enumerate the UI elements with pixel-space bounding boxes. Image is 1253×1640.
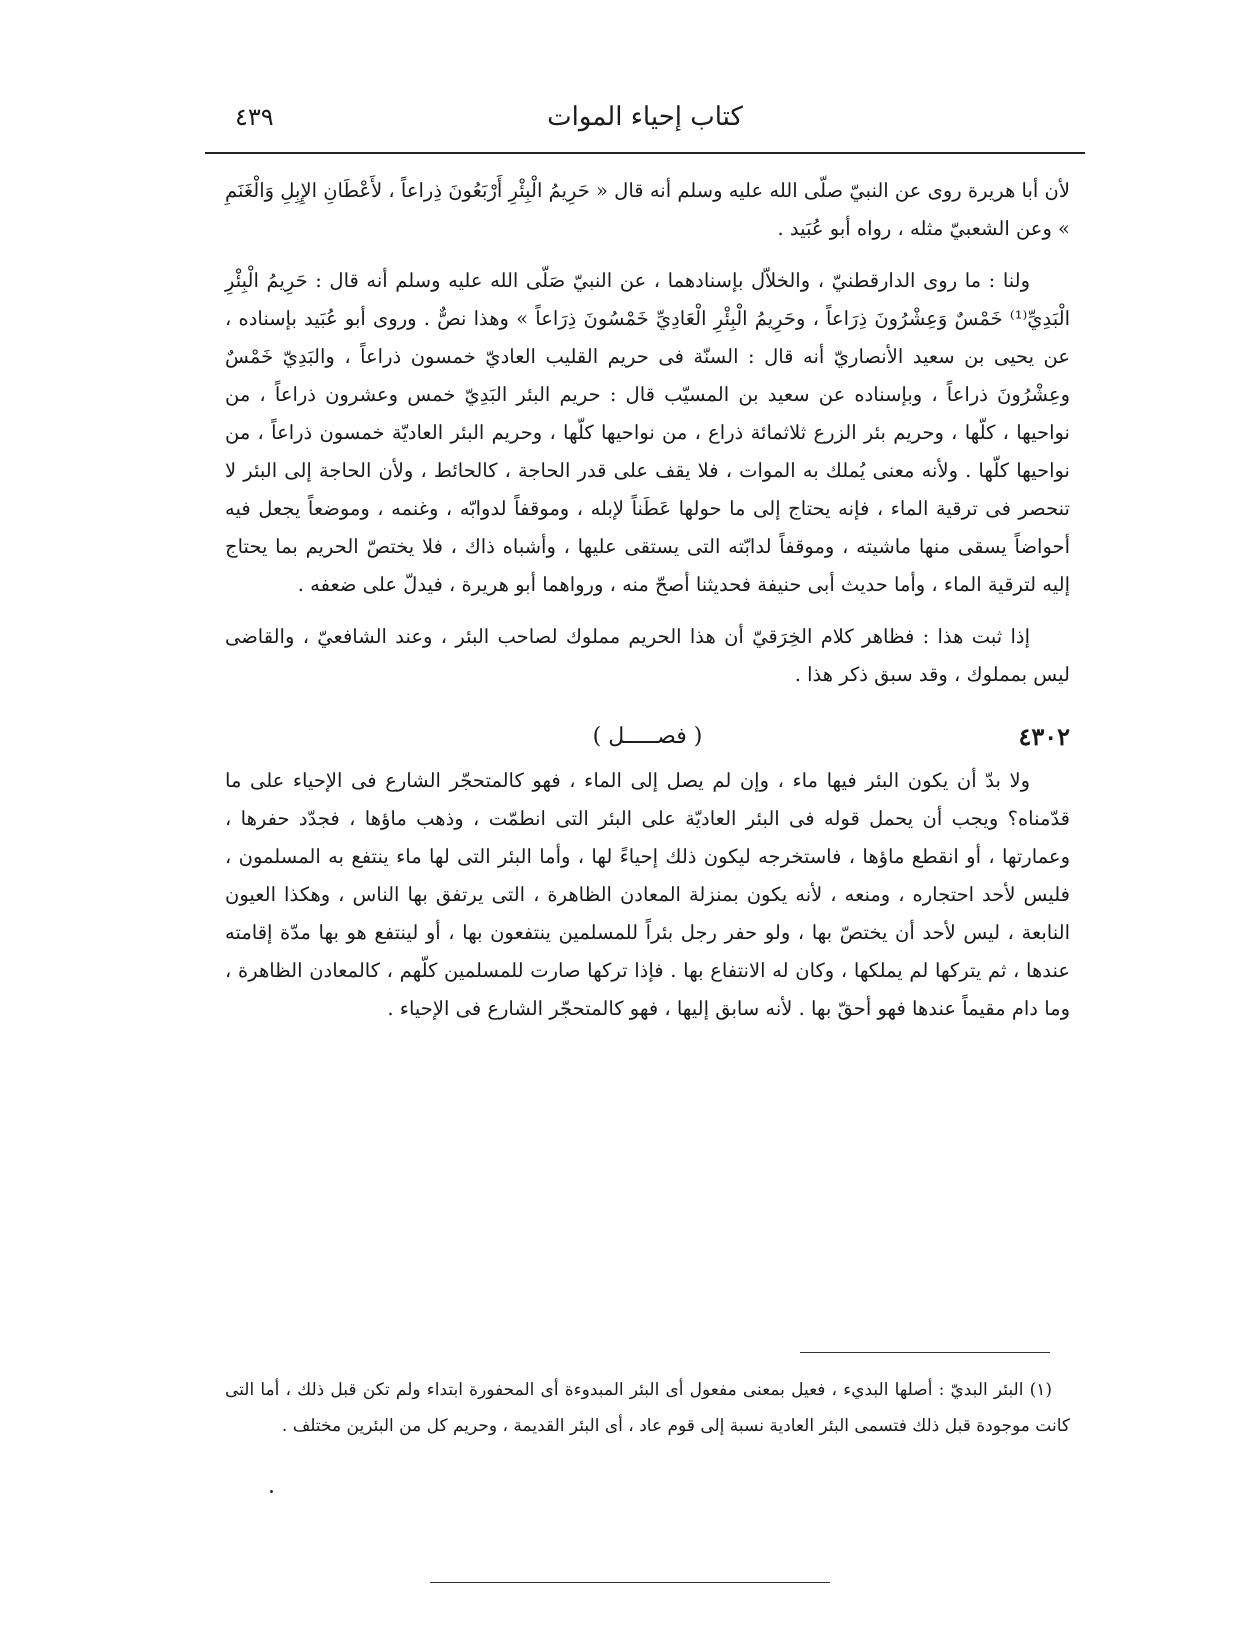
main-text — [225, 172, 1070, 1042]
footnote — [225, 1372, 1070, 1444]
footnote-rule — [800, 1352, 1050, 1353]
section-title: ( فصـــــل ) — [592, 724, 703, 749]
bottom-rule — [430, 1582, 830, 1583]
paragraph: ولا بدّ أن يكون البئر فيها ماء ، وإن لم يصل إلى الماء ، فهو كالمتحجّر الشارع فى الإحياء على ما قدّمناه؟ ويجب أن يحمل قوله فى البئر العاديّة على البئر التى انطمّت ، وذهب ماؤها ، فجدّد حفرها ، وعمارتها ، أو انقطع ماؤها ، فاستخرجه ليكون ذلك إحياءً لها ، وأما البئر التى لها ماء ينتفع به المسلمون ، فليس لأحد احتجاره ، ومنعه ، لأنه يكون بمنزلة المعادن الظاهرة ، التى يرتفق بها الناس ، وهكذا العيون النابعة ، ليس لأحد أن يختصّ بها ، ولو حفر رجل بئراً للمسلمين ينتفعون بها ، أو لينتفع هو بها مدّة إقامته عندها ، ثم يتركها لم يملكها ، وكان له الانتفاع بها . فإذا تركها صارت للمسلمين كلّهم ، كالمعادن الظاهرة ، وما دام مقيماً عندها فهو أحقّ بها . لأنه سابق إليها ، فهو كالمتحجّر الشارع فى الإحياء . — [225, 769, 1070, 1020]
section-heading — [225, 714, 1070, 760]
header-rule — [205, 152, 1085, 154]
footnote-text: (١) البئر البديّ : أصلها البديء ، فعيل بمعنى مفعول أى البئر المبدوءة أى المحفورة ابتداء ولم تكن قبل ذلك ، أما التى كانت موجودة قبل ذلك فتسمى البئر العادية نسبة إلى قوم عاد ، أى البئر القديمة ، وحريم كل من البئرين مختلف . — [225, 1380, 1070, 1436]
stray-mark — [270, 1490, 273, 1493]
page-number: ٤٣٩ — [235, 103, 274, 131]
section-number: ٤٣٠٢ — [1018, 722, 1070, 751]
paragraph: لأن أبا هريرة روى عن النبيّ صلّى الله عليه وسلم أنه قال « حَرِيمُ الْبِئْرِ أَرْبَعُونَ ذِراعاً ، لأَعْطَانِ الإِبِلِ وَالْغَنَمِ » وعن الشعبيّ مثله ، رواه أبو عُبَيد . — [225, 179, 1070, 240]
page-header — [205, 92, 1085, 142]
running-title: كتاب إحياء الموات — [547, 102, 743, 132]
paragraph: إذا ثبت هذا : فظاهر كلام الخِرَقيّ أن هذا الحريم مملوك لصاحب البئر ، وعند الشافعيّ ، والقاضى ليس بمملوك ، وقد سبق ذكر هذا . — [225, 625, 1070, 686]
paragraph: ولنا : ما روى الدارقطنيّ ، والخلاّل بإسنادهما ، عن النبيّ صَلّى الله عليه وسلم أنه قال : حَرِيمُ الْبِئْرِ الْبَدِيِّ⁽¹⁾ خَمْسٌ وَعِشْرُونَ ذِرَاعاً ، وحَرِيمُ الْبِئْرِ الْعَادِيِّ خَمْسُونَ ذِرَاعاً » وهذا نصٌّ . وروى أبو عُبَيد بإسناده ، عن يحيى بن سعيد الأنصاريّ أنه قال : السنّة فى حريم القليب العاديّ خمسون ذراعاً ، والبَدِيّ خَمْسٌ وعِشْرُونَ ذراعاً ، وبإسناده عن سعيد بن المسيّب قال : حريم البئر البَدِيّ خمس وعشرون ذراعاً ، من نواحيها ، كلّها ، وحريم بئر الزرع ثلاثمائة ذراع ، من نواحيها كلّها ، وحريم البئر العاديّة خمسون ذراعاً ، من نواحيها كلّها . ولأنه معنى يُملك به الموات ، فلا يقف على قدر الحاجة ، كالحائط ، ولأن الحاجة إلى البئر لا تنحصر فى ترقية الماء ، فإنه يحتاج إلى ما حولها عَطَناً لإبله ، وموقفاً لدوابّه ، وغنمه ، وموضعاً يجعل فيه أحواضاً يسقى منها ماشيته ، وموقفاً لدابّته التى يستقى عليها ، وأشباه ذاك ، فلا يختصّ الحريم بما يحتاج إليه لترقية الماء ، وأما حديث أبى حنيفة فحديثنا أصحّ منه ، ورواهما أبو هريرة ، فيدلّ على ضعفه . — [225, 269, 1070, 596]
